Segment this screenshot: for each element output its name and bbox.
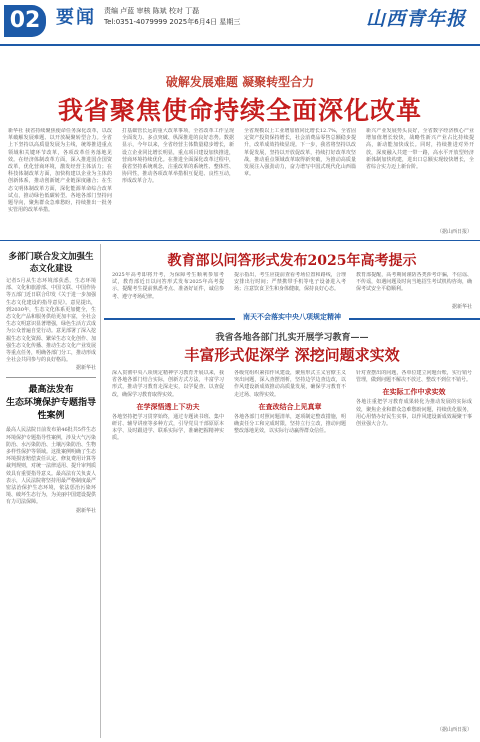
banner-text: 南天不会落实中央八项规定精神: [235, 312, 349, 322]
lead-signature: （据山西日报）: [436, 229, 472, 235]
lead-column-3: [244, 128, 356, 236]
court-cases-source: 据新华社: [75, 507, 96, 514]
special-text-2: 各级党组织紧扣作风建设，聚焦形式主义官僚主义突出问题，深入查摆剖析，坚持边学边查边改，以作风建设新成效推动高质量发展，确保学习教育不走过场、取得实效。: [234, 370, 346, 398]
lead-text-3: 全省规模以上工业增加值同比增长12.7%，全省固定资产投资保持增长，社会消费品零售总额稳步提升，改革成效持续显现。下一步，我省将坚持以改革促发展，坚持以开放促改革，持续打好改革攻坚战，推动重点领域改革取得新突破，为推动高质量发展注入强劲动力，奋力谱写中国式现代化山西篇章。: [244, 128, 356, 178]
court-cases-text: 最高人民法院日前发布第46批共5件生态环境保护专题指导性案例，涉及大气污染防治、水污染防治、土壤污染防治、生物多样性保护等领域。这批案例明确了生态环境损害赔偿责任认定、修复费用计算等裁判规则，对统一法律适用、提升审判质效具有重要指导意义。最高法有关负责人表示，人民法院将坚持用最严格制度最严密法治保护生态环境，依法惩治污染环境、破坏生态行为，为美丽中国建设提供有力司法保障。: [6, 427, 96, 506]
page-number: 02: [4, 5, 46, 37]
exam-text-3: 教育部提醒，高考期间谨防各类涉考诈骗，不信谣、不传谣，如遇问题及时向当地招生考试机构咨询，确保考试安全平稳顺利。: [356, 272, 472, 293]
special-column-1: [112, 370, 224, 734]
contact-date-line: Tel:0351-4079999 2025年6月4日 星期三: [104, 18, 241, 26]
lead-column-1: [8, 128, 112, 236]
ecology-culture-text: 记者5月从生态环境部获悉，生态环境部、文化和旅游部、中国文联、中国作协等五部门近日联合印发《关于进一步加强生态文化建设的指导意见》。意见提出，到2030年，生态文化体系更加健全，生态文化产品和服务供给更加丰富，全社会生态文明意识显著增强，绿色生活方式成为公众普遍自觉行动。意见部署了深入挖掘生态文化资源、繁荣生态文化创作、加强生态文化传播、推动生态文化产业发展等重点任务，明确各部门分工，推动形成全社会共同参与的良好格局。: [6, 278, 96, 364]
editor-line: 责编 卢蓝 审核 陈斌 校对 丁磊: [104, 7, 200, 15]
left-column: [6, 250, 96, 732]
special-kicker: 我省各地各部门扎实开展学习教育——: [215, 333, 369, 343]
exam-headline: 教育部以问答形式发布2025年高考提示: [167, 253, 417, 269]
special-subhead-2: 在查改结合上见真章: [258, 401, 322, 411]
lead-text-1: 新华社 我省持续聚焦使命任务深化改革，以改革破解发展难题、以开放凝聚转型合力。全省上下坚持以高质量发展为主线，统筹推进重点领域和关键环节改革，各项改革任务落地见效。在经济体制改革方面，深入推进国企国资改革，优化营商环境，激发经营主体活力；在科技体制改革方面，加快构建以企业为主体的创新体系，推动创新链产业链深度融合；在生态文明体制改革方面，深化能源革命综合改革试点，推动绿色低碳转型。各地各部门坚持问题导向，聚焦群众急难愁盼，持续推出一批务实管用的改革举措。: [8, 128, 112, 214]
lead-column-4: [366, 128, 474, 228]
exam-column-1: [112, 272, 224, 308]
special-column-3: [356, 370, 472, 722]
exam-source: 据新华社: [451, 304, 472, 310]
exam-text-2: 提示指出，考生应提前查看考场位置和路线，合理安排出行时间；严禁携带手机等电子设备进入考场；注意饮食卫生和身体健康，保持良好心态。: [234, 272, 346, 293]
lead-kicker: 破解发展难题 凝聚转型合力: [165, 75, 315, 89]
special-source: （据山西日报）: [436, 727, 472, 733]
ecology-culture-title: 多部门联合发文加强生态文化建设: [8, 252, 94, 274]
special-text-1b: 各地坚持把学习贯穿始终，通过专题读书班、集中研讨、辅导讲座等多种方式，引导党员干部原原本本学、及时跟进学、联系实际学，准确把握精神实质。: [112, 413, 224, 442]
divider: [0, 240, 480, 241]
topic-banner: [104, 312, 480, 326]
special-subhead-3: 在实际工作中求实效: [382, 387, 446, 397]
divider: [6, 377, 96, 378]
special-text-3b: 各地注重把学习教育成果转化为推动发展的实际成效，聚焦企业和群众急难愁盼问题，持续优化服务，用心用情办好民生实事，以作风建设新成效凝聚干事创业强大合力。: [356, 399, 472, 428]
special-text-2b: 各地各部门对照问题清单，逐项制定整改措施，明确责任分工和完成时限，坚持立行立改，推动问题整改落地见效，以实际行动赢得群众信任。: [234, 413, 346, 435]
lead-headline: 我省聚焦使命持续全面深化改革: [57, 96, 422, 125]
special-subhead-1: 在学深悟透上下功夫: [136, 401, 200, 411]
special-column-2: [234, 370, 346, 734]
special-text-3: 针对查摆出的问题，各单位建立问题台账，实行销号管理，做到问题不解决不放过、整改不到位不销号。: [356, 370, 472, 384]
court-cases-title: 最高法发布 生态环境保护专题指导性案例: [6, 385, 96, 422]
exam-column-2: [234, 272, 346, 308]
page-header: [0, 0, 480, 46]
newspaper-logo: 山西青年报: [365, 8, 466, 30]
lead-text-4: 新兴产业发展势头良好，全省数字经济核心产业增加值增长较快，战略性新兴产业占比持续提高，新动能加快成长。同时，持续推进对外开放，深度融入共建一带一路，高水平开放型经济新体制加快构建，进出口总额实现较快增长，全省综合实力迈上新台阶。: [366, 128, 474, 171]
lead-column-2: [122, 128, 234, 236]
special-text-1: 深入贯彻中央八项规定精神学习教育开展以来，我省各地各部门结合实际，创新方式方法，丰富学习形式，推动学习教育走深走实，以学促查、以查促改，确保学习教育取得实效。: [112, 370, 224, 398]
special-headline: 丰富形式促深学 深挖问题求实效: [184, 346, 400, 364]
ecology-culture-source: 据新华社: [75, 365, 96, 372]
exam-text-1: 2025年高考即将开考，为保障考生顺利参加考试，教育部近日以问答形式发布2025年高考提示，提醒考生提前熟悉考点、准备好证件，诚信参考、遵守考场纪律。: [112, 272, 224, 300]
divider: [100, 244, 101, 738]
section-title: 要闻: [56, 7, 96, 28]
lead-text-2: 打基础管长远的重大改革事项，全省改革工作呈现全面发力、多点突破、纵深推进的良好态势。数据显示，今年以来，全省经营主体数量稳步增长，新设立企业同比增长明显，重点项目建设加快推进，营商环境持续优化。在推进全面深化改革过程中，我省坚持系统观念，注重改革的系统性、整体性、协同性，推动各项改革举措相互促进、良性互动，形成改革合力。: [122, 128, 234, 185]
